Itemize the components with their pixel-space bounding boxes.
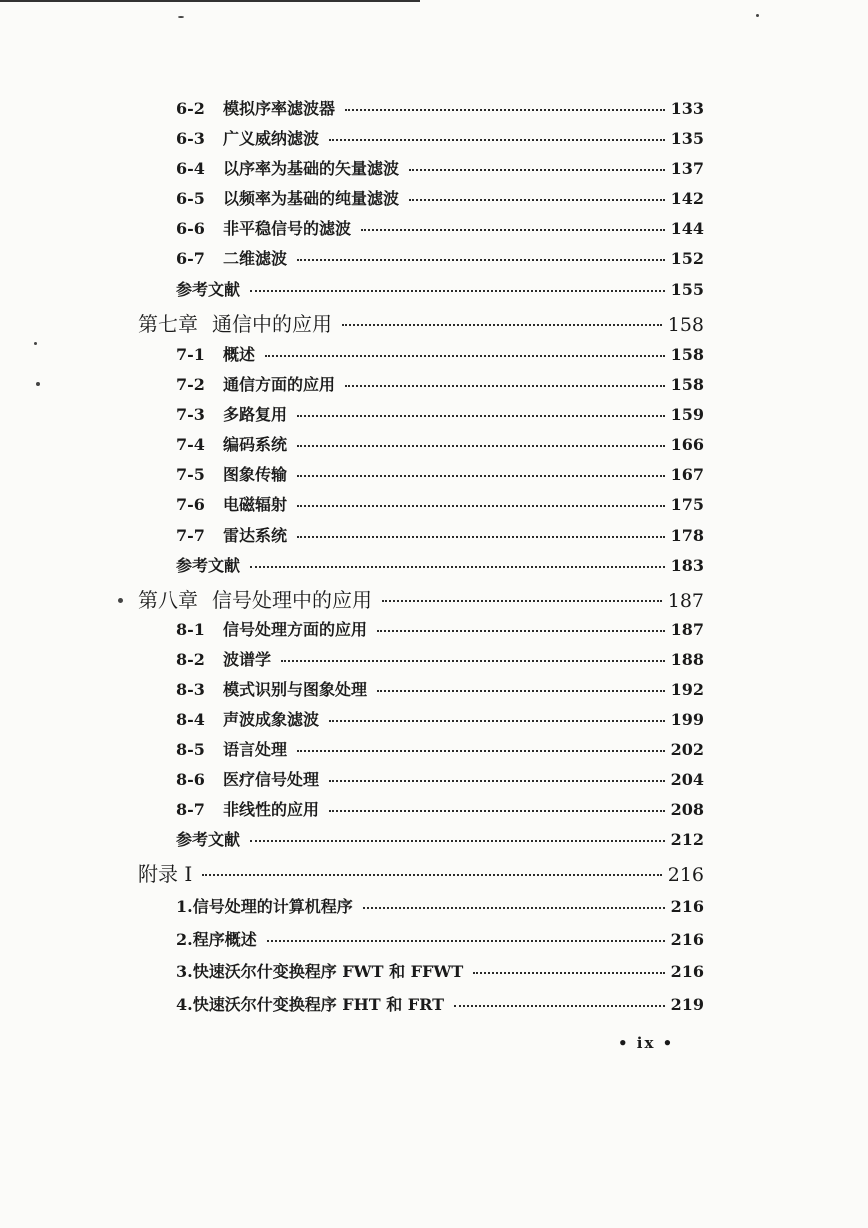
toc-chapter-8 bbox=[138, 584, 704, 613]
entry-title: 编码系统 bbox=[223, 435, 288, 454]
dot-leader bbox=[329, 720, 665, 722]
entry-page: 135 bbox=[670, 129, 704, 148]
entry-page: 167 bbox=[670, 465, 704, 484]
dot-leader bbox=[454, 1005, 665, 1007]
entry-page: 192 bbox=[670, 680, 704, 699]
entry-title: 模式识别与图象处理 bbox=[223, 680, 368, 699]
entry-page: 159 bbox=[670, 405, 704, 424]
entry-title: 信号处理方面的应用 bbox=[223, 620, 368, 639]
entry-page: 187 bbox=[670, 620, 704, 639]
toc-entry-8-5 bbox=[176, 737, 704, 760]
toc-entry-7-7 bbox=[176, 523, 704, 546]
toc-entry-8-3 bbox=[176, 677, 704, 700]
dot-leader bbox=[281, 660, 665, 662]
scan-edge-rule bbox=[0, 0, 420, 2]
dot-leader bbox=[329, 139, 665, 141]
entry-page: 216 bbox=[670, 897, 704, 916]
entry-title: 2.程序概述 bbox=[176, 930, 257, 949]
toc-appendix-1 bbox=[138, 858, 704, 887]
toc-entry-6-7 bbox=[176, 246, 704, 269]
entry-page: 216 bbox=[670, 962, 704, 981]
dot-leader bbox=[265, 355, 665, 357]
entry-title: 雷达系统 bbox=[223, 526, 288, 545]
entry-page: 178 bbox=[670, 526, 704, 545]
entry-page: 202 bbox=[670, 740, 704, 759]
chapter-number: 第七章 bbox=[138, 312, 198, 336]
dot-leader bbox=[329, 780, 665, 782]
entry-number: 8-6 bbox=[176, 770, 205, 789]
entry-page: 142 bbox=[670, 189, 704, 208]
entry-number: 7-4 bbox=[176, 435, 205, 454]
chapter-page: 187 bbox=[667, 590, 704, 612]
chapter-title: 通信中的应用 bbox=[212, 312, 332, 336]
entry-title: 多路复用 bbox=[223, 405, 288, 424]
entry-page: 212 bbox=[670, 830, 704, 849]
dot-leader bbox=[345, 385, 665, 387]
entry-number: 8-1 bbox=[176, 620, 205, 639]
entry-title: 3.快速沃尔什变换程序 FWT 和 FFWT bbox=[176, 962, 464, 981]
entry-title: 医疗信号处理 bbox=[223, 770, 320, 789]
scan-speck bbox=[756, 14, 759, 17]
entry-page: 137 bbox=[670, 159, 704, 178]
entry-title: 概述 bbox=[223, 345, 256, 364]
entry-number: 6-6 bbox=[176, 219, 205, 238]
dot-leader bbox=[361, 229, 665, 231]
dot-leader bbox=[345, 109, 665, 111]
entry-number: 8-3 bbox=[176, 680, 205, 699]
entry-page: 152 bbox=[670, 249, 704, 268]
entry-number: 7-1 bbox=[176, 345, 205, 364]
entry-number: 6-7 bbox=[176, 249, 205, 268]
entry-number: 6-2 bbox=[176, 99, 205, 118]
entry-page: 158 bbox=[670, 345, 704, 364]
entry-number: 8-7 bbox=[176, 800, 205, 819]
entry-page: 158 bbox=[670, 375, 704, 394]
toc-entry-8-6 bbox=[176, 767, 704, 790]
entry-title: 非平稳信号的滤波 bbox=[223, 219, 352, 238]
entry-page: 133 bbox=[670, 99, 704, 118]
dot-leader bbox=[377, 630, 665, 632]
entry-title: 以序率为基础的矢量滤波 bbox=[223, 159, 400, 178]
entry-page: 188 bbox=[670, 650, 704, 669]
chapter-page: 158 bbox=[667, 314, 704, 336]
dot-leader bbox=[297, 259, 665, 261]
dot-leader bbox=[202, 874, 661, 876]
dot-leader bbox=[297, 505, 665, 507]
toc-entry-8-2 bbox=[176, 647, 704, 670]
appendix-page: 216 bbox=[667, 864, 704, 886]
entry-page: 208 bbox=[670, 800, 704, 819]
toc-appendix-item-3 bbox=[176, 959, 704, 982]
toc-entry-7-5 bbox=[176, 462, 704, 485]
chapter-number: 第八章 bbox=[138, 588, 198, 612]
dot-leader bbox=[382, 600, 662, 602]
entry-number: 6-4 bbox=[176, 159, 205, 178]
dot-leader bbox=[342, 324, 662, 326]
entry-title: 电磁辐射 bbox=[223, 495, 288, 514]
dot-leader bbox=[297, 445, 665, 447]
dot-leader bbox=[267, 940, 665, 942]
entry-page: 166 bbox=[670, 435, 704, 454]
entry-page: 155 bbox=[670, 280, 704, 299]
entry-number: 7-5 bbox=[176, 465, 205, 484]
entry-number: 8-2 bbox=[176, 650, 205, 669]
entry-number: 7-3 bbox=[176, 405, 205, 424]
entry-number: 6-3 bbox=[176, 129, 205, 148]
toc-entry-6-2 bbox=[176, 96, 704, 119]
entry-title: 通信方面的应用 bbox=[223, 375, 336, 394]
dot-leader bbox=[329, 810, 665, 812]
dot-leader bbox=[297, 750, 665, 752]
entry-page: 183 bbox=[670, 556, 704, 575]
toc-entry-references-7 bbox=[176, 553, 704, 576]
toc-appendix-item-4 bbox=[176, 992, 704, 1015]
toc-entry-7-3 bbox=[176, 402, 704, 425]
toc-entry-7-2 bbox=[176, 372, 704, 395]
entry-page: 144 bbox=[670, 219, 704, 238]
scan-speck bbox=[118, 598, 123, 603]
entry-title: 非线性的应用 bbox=[223, 800, 320, 819]
entry-title: 波谱学 bbox=[223, 650, 272, 669]
dot-leader bbox=[409, 169, 665, 171]
entry-title: 声波成象滤波 bbox=[223, 710, 320, 729]
entry-title: 4.快速沃尔什变换程序 FHT 和 FRT bbox=[176, 995, 445, 1014]
toc-entry-7-1 bbox=[176, 342, 704, 365]
toc-entry-6-3 bbox=[176, 126, 704, 149]
entry-page: 219 bbox=[670, 995, 704, 1014]
entry-page: 175 bbox=[670, 495, 704, 514]
entry-page: 204 bbox=[670, 770, 704, 789]
entry-title: 广义威纳滤波 bbox=[223, 129, 320, 148]
entry-page: 199 bbox=[670, 710, 704, 729]
scan-speck bbox=[34, 342, 37, 345]
dot-leader bbox=[377, 690, 665, 692]
toc-entry-8-7 bbox=[176, 797, 704, 820]
toc-entry-7-4 bbox=[176, 432, 704, 455]
toc-entry-6-4 bbox=[176, 156, 704, 179]
entry-title: 参考文献 bbox=[176, 830, 241, 849]
toc-chapter-7 bbox=[138, 308, 704, 337]
chapter-title: 信号处理中的应用 bbox=[212, 588, 372, 612]
toc-entry-references-8 bbox=[176, 827, 704, 850]
entry-number: 8-4 bbox=[176, 710, 205, 729]
toc-appendix-item-2 bbox=[176, 927, 704, 950]
scan-speck bbox=[36, 382, 40, 386]
dot-leader bbox=[297, 536, 665, 538]
appendix-title: 附录 I bbox=[138, 862, 193, 886]
entry-title: 1.信号处理的计算机程序 bbox=[176, 897, 353, 916]
dot-leader bbox=[250, 290, 665, 292]
entry-number: 7-6 bbox=[176, 495, 205, 514]
entry-number: 7-2 bbox=[176, 375, 205, 394]
toc-entry-6-6 bbox=[176, 216, 704, 239]
entry-number: 7-7 bbox=[176, 526, 205, 545]
entry-title: 语言处理 bbox=[223, 740, 288, 759]
toc-entry-7-6 bbox=[176, 492, 704, 515]
dot-leader bbox=[409, 199, 665, 201]
entry-title: 图象传输 bbox=[223, 465, 288, 484]
entry-title: 参考文献 bbox=[176, 280, 241, 299]
dot-leader bbox=[363, 907, 665, 909]
dot-leader bbox=[250, 566, 665, 568]
entry-title: 二维滤波 bbox=[223, 249, 288, 268]
toc-entry-references-6 bbox=[176, 277, 704, 300]
entry-title: 以频率为基础的纯量滤波 bbox=[223, 189, 400, 208]
entry-title: 模拟序率滤波器 bbox=[223, 99, 336, 118]
entry-number: 8-5 bbox=[176, 740, 205, 759]
entry-page: 216 bbox=[670, 930, 704, 949]
scan-speck bbox=[178, 16, 184, 18]
dot-leader bbox=[473, 972, 664, 974]
toc-entry-8-1 bbox=[176, 617, 704, 640]
dot-leader bbox=[297, 475, 665, 477]
entry-number: 6-5 bbox=[176, 189, 205, 208]
toc-entry-8-4 bbox=[176, 707, 704, 730]
dot-leader bbox=[297, 415, 665, 417]
entry-title: 参考文献 bbox=[176, 556, 241, 575]
toc-appendix-item-1 bbox=[176, 894, 704, 917]
page-number-footer: • ix • bbox=[618, 1034, 675, 1052]
toc-entry-6-5 bbox=[176, 186, 704, 209]
dot-leader bbox=[250, 840, 665, 842]
